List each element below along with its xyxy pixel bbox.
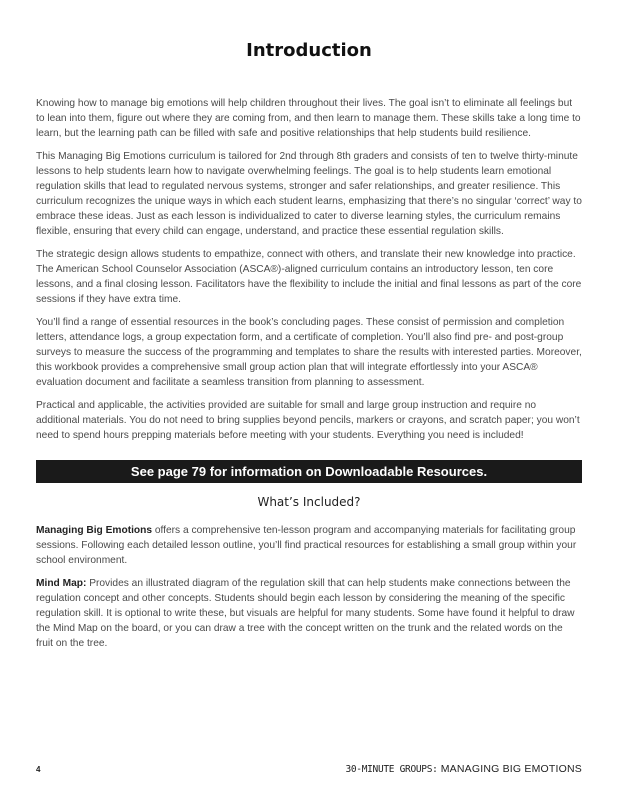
series-title xyxy=(345,763,582,775)
page-number: 4 xyxy=(36,765,41,774)
included-lead-1: Managing Big Emotions xyxy=(36,524,153,536)
included-paragraph-2 xyxy=(36,577,582,652)
downloadable-resources-banner: See page 79 for information on Downloadable Resources. xyxy=(36,460,582,483)
whats-included-heading: What’s Included? xyxy=(257,495,361,510)
book-title: MANAGING BIG EMOTIONS xyxy=(440,763,582,775)
included-text-1: offers a comprehensive ten-lesson program and accompanying materials for facilitating group sessions. Following each detailed lesson outline, you’ll find practical resources for establishing a small group within your school environment. xyxy=(36,524,577,566)
included-paragraph-1 xyxy=(36,524,582,569)
page-title: Introduction xyxy=(246,40,372,61)
intro-paragraph-4: You’ll find a range of essential resources in the book’s concluding pages. These consist of permission and completion letters, attendance logs, a group expectation form, and a certificate of completion. You’ll also find pre- and post-group surveys to measure the success of the programming and templates to share the results with interested parties. Moreover, this workbook provides a comprehensive small group action plan that will integrate effortlessly into your ASCA® evaluation document and facilitate a seamless transition from planning to assessment. xyxy=(36,317,582,388)
body-text xyxy=(36,97,582,660)
included-lead-2: Mind Map: xyxy=(36,578,87,590)
series-name: 30-MINUTE GROUPS: xyxy=(345,764,438,775)
intro-paragraph-2: This Managing Big Emotions curriculum is tailored for 2nd through 8th graders and consists of ten to twelve thirty-minute lessons to help students learn how to navigate overwhelming feelings. The goal is to help students learn emotional regulation skills that lead to regulated nervous systems, stronger and safer relationships, and greater resilience. This curriculum recognizes the unique ways in which each student learns, emphasizing that there’s no singular ‘correct’ way to embrace these ideas. Just as each lesson is individualized to cater to diverse learning styles, the curriculum remains flexible, ensuring that every child can engage, understand, and practice these essential regulation skills. xyxy=(36,151,582,237)
intro-paragraph-1: Knowing how to manage big emotions will help children throughout their lives. The goal isn’t to eliminate all feelings but to lean into them, figure out where they are coming from, and then learn to manage them. These skills take a long time to learn, but the learning path can be filled with safe and positive relationships that help students build resilience. xyxy=(36,98,581,139)
intro-paragraph-5: Practical and applicable, the activities provided are suitable for small and large group instruction and require no additional materials. You do not need to bring supplies beyond pencils, markers or crayons, and scratch paper; you won’t need to spend hours prepping materials before meeting with your students. Everything you need is included! xyxy=(36,400,580,442)
page-footer xyxy=(36,763,582,779)
included-text-2: Provides an illustrated diagram of the regulation skill that can help students make connections between the regulation concept and other concepts. Students should begin each lesson by considering the meaning of the specific regulation skill. It is optional to write these, but visuals are helpful for many students. Some have found it helpful to draw the Mind Map on the board, or you can draw a tree with the concept written on the trunk and the related words on the fruit on the tree. xyxy=(36,578,575,649)
intro-paragraph-3: The strategic design allows students to empathize, connect with others, and translate their new knowledge into practice. The American School Counselor Association (ASCA®)-aligned curriculum contains an introductory lesson, ten core lessons, and a final closing lesson. Facilitators have the flexibility to include the initial and final lessons as part of the core sessions if they have extra time. xyxy=(36,249,582,305)
